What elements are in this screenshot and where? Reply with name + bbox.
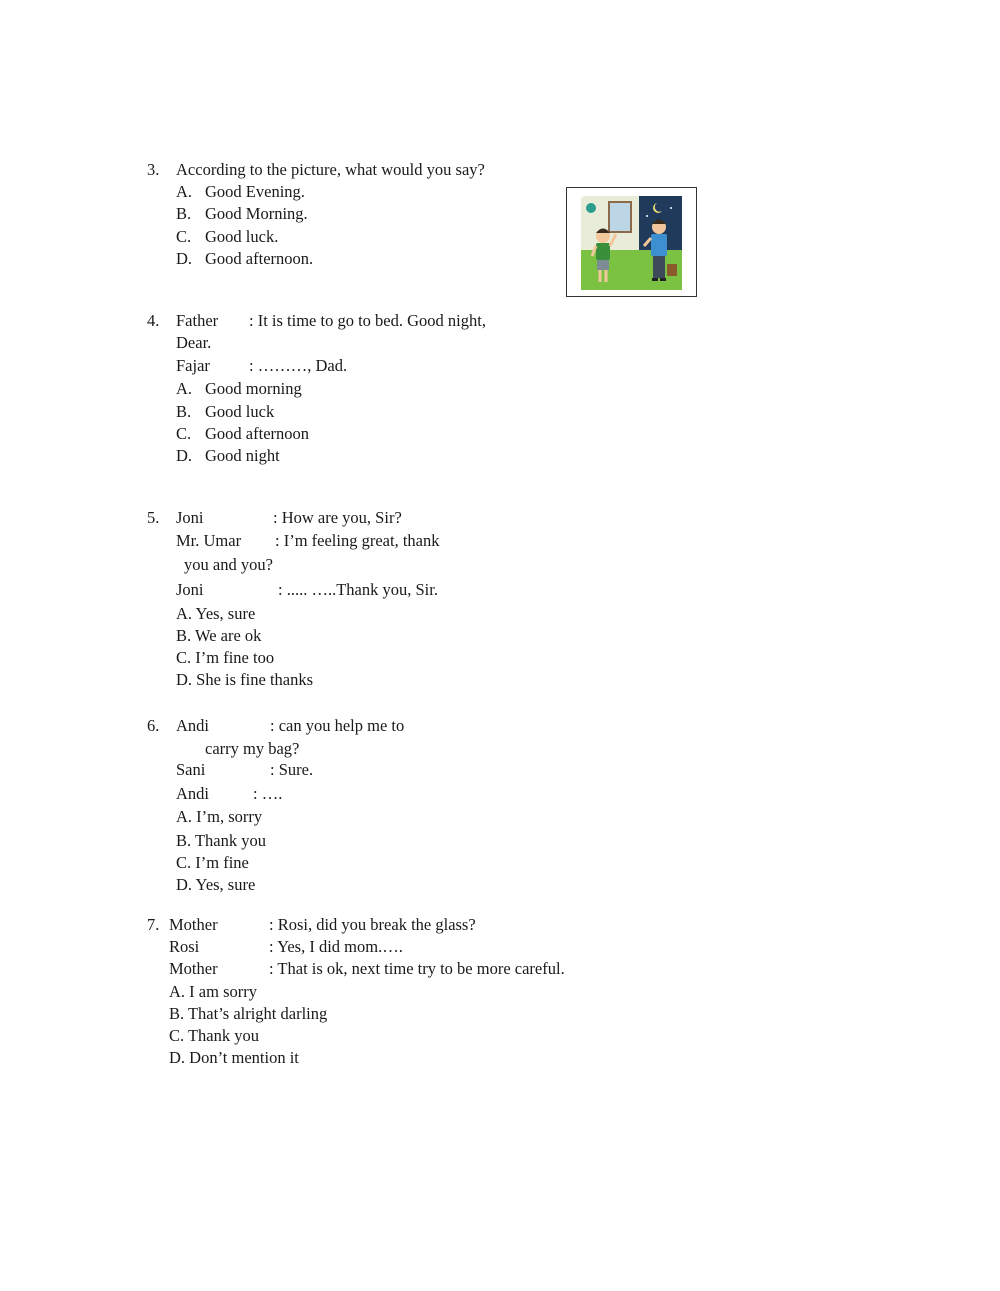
q4-option-a[interactable]: Good morning (205, 379, 302, 398)
q3-question: According to the picture, what would you say? (176, 160, 485, 179)
q7-number: 7. (147, 915, 160, 934)
q7-line-mother-2: : That is ok, next time try to be more careful. (269, 959, 565, 978)
q5-number: 5. (147, 508, 160, 527)
q6-speaker-andi: Andi (176, 716, 209, 735)
q6-option-d[interactable]: D. Yes, sure (176, 875, 256, 894)
q5-option-b[interactable]: B. We are ok (176, 626, 262, 645)
q3-option-d-letter: D. (176, 249, 193, 268)
q4-option-c[interactable]: Good afternoon (205, 424, 310, 443)
q7-option-d[interactable]: D. Don’t mention it (169, 1048, 299, 1067)
q5-speaker-joni-2: Joni (176, 580, 204, 599)
q5-line-mr-umar-cont: you and you? (184, 555, 273, 574)
q3-option-b-letter: B. (176, 204, 192, 223)
q4-number: 4. (147, 311, 160, 330)
q6-number: 6. (147, 716, 160, 735)
q6-line-andi-2: : …. (253, 784, 283, 803)
q7-option-b[interactable]: B. That’s alright darling (169, 1004, 328, 1023)
q7-speaker-mother-2: Mother (169, 959, 218, 978)
q6-option-b[interactable]: B. Thank you (176, 831, 266, 850)
q7-option-c[interactable]: C. Thank you (169, 1026, 259, 1045)
q6-speaker-sani: Sani (176, 760, 206, 779)
q4-option-a-letter: A. (176, 379, 193, 398)
q4-option-d-letter: D. (176, 446, 193, 465)
q3-option-a[interactable]: Good Evening. (205, 182, 305, 201)
q6-option-c[interactable]: C. I’m fine (176, 853, 249, 872)
q3-option-b[interactable]: Good Morning. (205, 204, 308, 223)
q5-speaker-joni: Joni (176, 508, 204, 527)
q7-option-a[interactable]: A. I am sorry (169, 982, 257, 1001)
q5-line-joni: : How are you, Sir? (273, 508, 402, 527)
q4-option-b[interactable]: Good luck (205, 402, 275, 421)
q5-option-d[interactable]: D. She is fine thanks (176, 670, 314, 689)
night-farewell-illustration-icon (581, 196, 682, 290)
q7-speaker-rosi: Rosi (169, 937, 200, 956)
q6-line-andi: : can you help me to (270, 716, 405, 735)
q6-line-andi-cont: carry my bag? (205, 739, 300, 758)
q6-speaker-andi-2: Andi (176, 784, 209, 803)
q3-number: 3. (147, 160, 160, 179)
q3-option-a-letter: A. (176, 182, 193, 201)
q7-speaker-mother: Mother (169, 915, 218, 934)
q6-option-a[interactable]: A. I’m, sorry (176, 807, 263, 826)
q4-speaker-fajar: Fajar (176, 356, 210, 375)
q4-option-b-letter: B. (176, 402, 192, 421)
q5-line-mr-umar: : I’m feeling great, thank (275, 531, 440, 550)
q6-line-sani: : Sure. (270, 760, 314, 779)
q7-line-mother: : Rosi, did you break the glass? (269, 915, 476, 934)
q5-option-c[interactable]: C. I’m fine too (176, 648, 275, 667)
q3-picture (566, 187, 697, 297)
q5-option-a[interactable]: A. Yes, sure (176, 604, 256, 623)
q3-option-d[interactable]: Good afternoon. (205, 249, 314, 268)
q7-line-rosi: : Yes, I did mom.…. (269, 937, 403, 956)
q4-option-d[interactable]: Good night (205, 446, 280, 465)
q5-line-joni-2: : ..... …..Thank you, Sir. (278, 580, 438, 599)
q4-line-fajar: : ………, Dad. (249, 356, 348, 375)
q4-line-father-cont: Dear. (176, 333, 212, 352)
q4-option-c-letter: C. (176, 424, 192, 443)
q4-speaker-father: Father (176, 311, 219, 330)
q3-option-c-letter: C. (176, 227, 192, 246)
q4-line-father: : It is time to go to bed. Good night, (249, 311, 486, 330)
q3-option-c[interactable]: Good luck. (205, 227, 279, 246)
q5-speaker-mr-umar: Mr. Umar (176, 531, 242, 550)
